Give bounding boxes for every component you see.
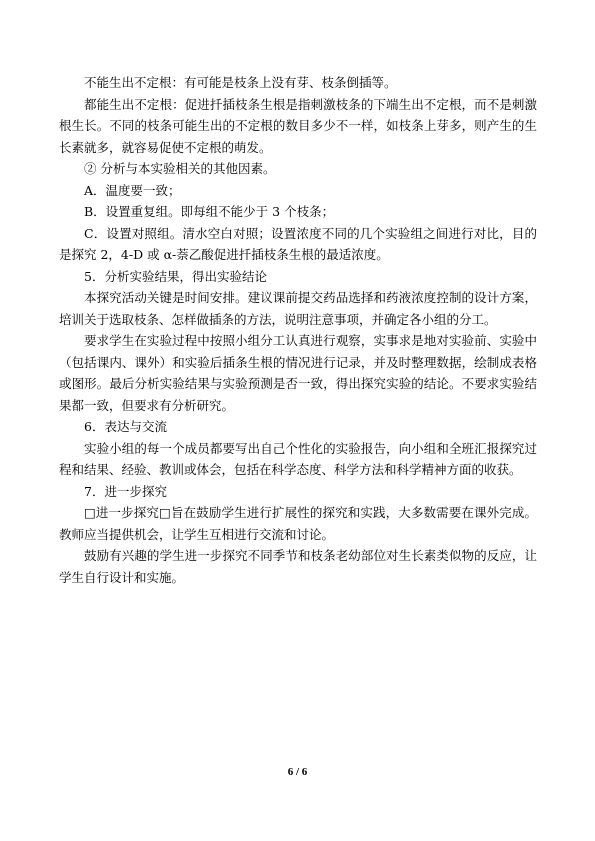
paragraph-other-factors: ② 分析与本实验相关的其他因素。 [84,161,276,176]
paragraph-report: 实验小组的每一个成员都要写出自己个性化的实验报告，向小组和全班汇报探究过程和结果、经验、教训或体会，包括在科学态度、科学方法和科学精神方面的收获。 [59,440,537,477]
section-heading-6: 6．表达与交流 [84,419,167,434]
document-body [59,72,537,588]
list-item-a: A．温度要一致； [84,182,181,198]
paragraph-time-arrangement: 本探究活动关键是时间安排。建议课前提交药品选择和药液浓度控制的设计方案，培训关于选取枝条、怎样做插条的方法，说明注意事项，并确定各小组的分工。 [59,290,537,327]
paragraph-all-roots: 都能生出不定根：促进扦插枝条生根是指刺激枝条的下端生出不定根，而不是刺激根生长。不同的枝条可能生出的不定根的数目多少不一样，如枝条上芽多，则产生的生长素就多，就容易促使不定根的萌发。 [59,96,537,155]
list-item-c: C．设置对照组。清水空白对照；设置浓度不同的几个实验组之间进行对比，目的是探究 2，4-D 或 α-萘乙酸促进扦插枝条生根的最适浓度。 [59,225,537,262]
paragraph-further-inquiry: □进一步探究□旨在鼓励学生进行扩展性的探究和实践，大多数需要在课外完成。教师应当提供机会，让学生互相进行交流和讨论。 [59,505,537,542]
paragraph-observation: 要求学生在实验过程中按照小组分工认真进行观察，实事求是地对实验前、实验中（包括课内、课外）和实验后插条生根的情况进行记录，并及时整理数据，绘制成表格或图形。最后分析实验结果与实验预测是否一致，得出探究实验的结论。不要求实验结果都一致，但要求有分析研究。 [59,333,537,413]
paragraph-encourage: 鼓励有兴趣的学生进一步探究不同季节和枝条老幼部位对生长素类似物的反应，让学生自行设计和实施。 [59,548,537,585]
paragraph-no-roots: 不能生出不定根：有可能是枝条上没有芽、枝条倒插等。 [84,75,397,90]
section-heading-5: 5．分析实验结果，得出实验结论 [84,268,267,284]
page-number: 6 / 6 [287,766,308,778]
section-heading-7: 7．进一步探究 [84,483,167,499]
list-item-b: B．设置重复组。即每组不能少于 3 个枝条； [84,204,335,219]
